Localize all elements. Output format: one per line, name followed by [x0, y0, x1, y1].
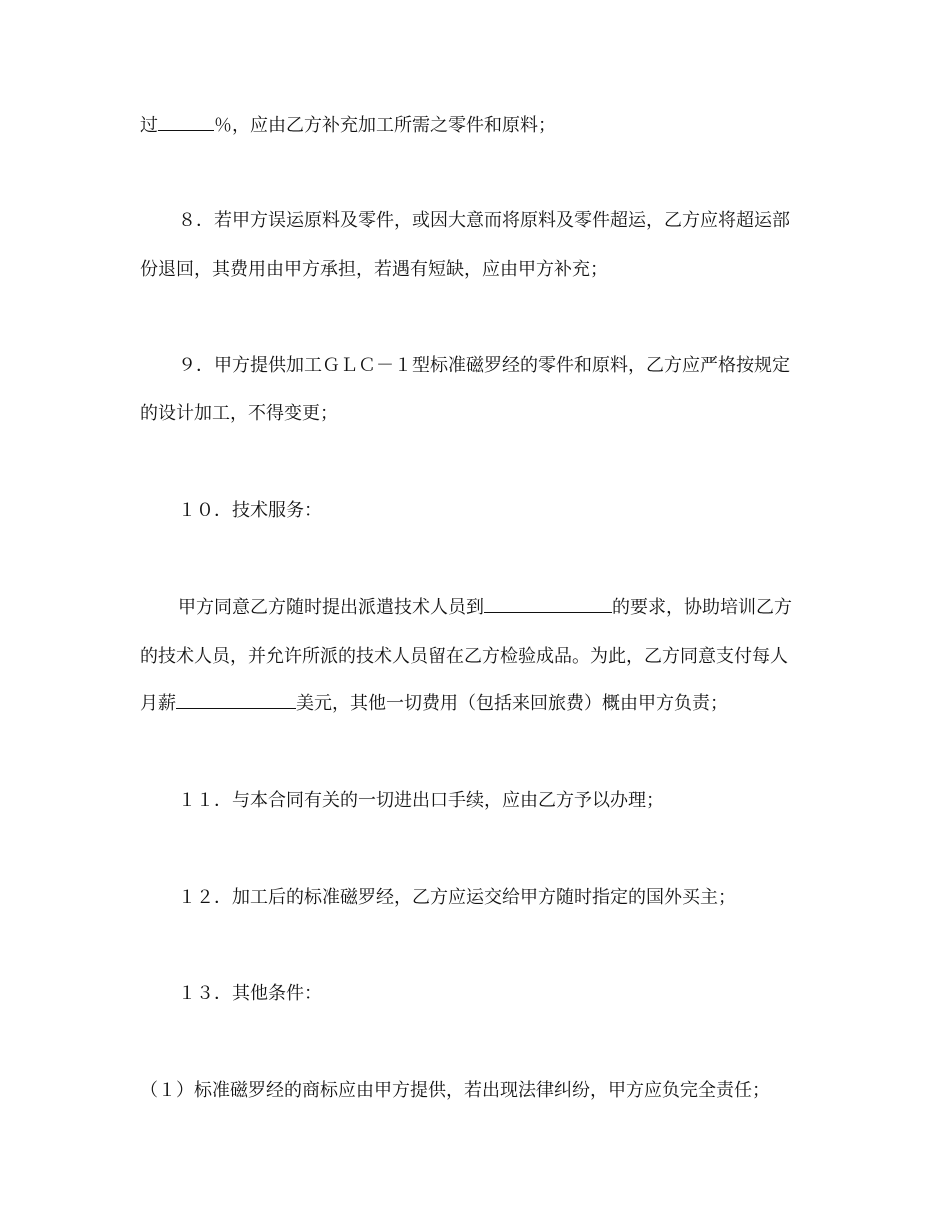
paragraph-line: [178, 884, 858, 912]
paragraph-line: [140, 690, 820, 718]
fill-in-blank: [158, 112, 214, 131]
paragraph-line: [140, 400, 820, 428]
line-text: １３．其他条件：: [178, 983, 322, 1004]
line-text: 过: [140, 115, 158, 136]
section-heading: [178, 980, 858, 1008]
paragraph-line: [140, 1077, 820, 1105]
paragraph-line: [178, 594, 858, 622]
paragraph-line: [178, 352, 858, 380]
paragraph-line: [178, 787, 858, 815]
line-text: ８．若甲方误运原料及零件，或因大意而将原料及零件超运，乙方应将超运部: [178, 210, 790, 231]
line-text: ％，应由乙方补充加工所需之零件和原料；: [214, 115, 556, 136]
line-text: １０．技术服务：: [178, 500, 322, 521]
fill-in-blank: [176, 690, 296, 709]
section-heading: [178, 497, 858, 525]
line-text: 份退回，其费用由甲方承担，若遇有短缺，应由甲方补充；: [140, 259, 608, 280]
paragraph-line: [140, 112, 820, 140]
line-text: 月薪: [140, 693, 176, 714]
line-text: 的要求，协助培训乙方: [612, 597, 792, 618]
paragraph-line: [140, 643, 820, 671]
line-text: 的设计加工，不得变更；: [140, 403, 338, 424]
line-text: 美元，其他一切费用（包括来回旅费）概由甲方负责；: [296, 693, 728, 714]
paragraph-line: [178, 207, 858, 235]
line-text: 的技术人员，并允许所派的技术人员留在乙方检验成品。为此，乙方同意支付每人: [140, 646, 788, 667]
line-text: 甲方同意乙方随时提出派遣技术人员到: [178, 597, 484, 618]
line-text: １２．加工后的标准磁罗经，乙方应运交给甲方随时指定的国外买主；: [178, 887, 736, 908]
line-text: １１．与本合同有关的一切进出口手续，应由乙方予以办理；: [178, 790, 664, 811]
fill-in-blank: [484, 594, 612, 613]
line-text: ９．甲方提供加工ＧＬＣ－１型标准磁罗经的零件和原料，乙方应严格按规定: [178, 355, 790, 376]
line-text: （１）标准磁罗经的商标应由甲方提供，若出现法律纠纷，甲方应负完全责任；: [140, 1080, 770, 1101]
paragraph-line: [140, 256, 820, 284]
